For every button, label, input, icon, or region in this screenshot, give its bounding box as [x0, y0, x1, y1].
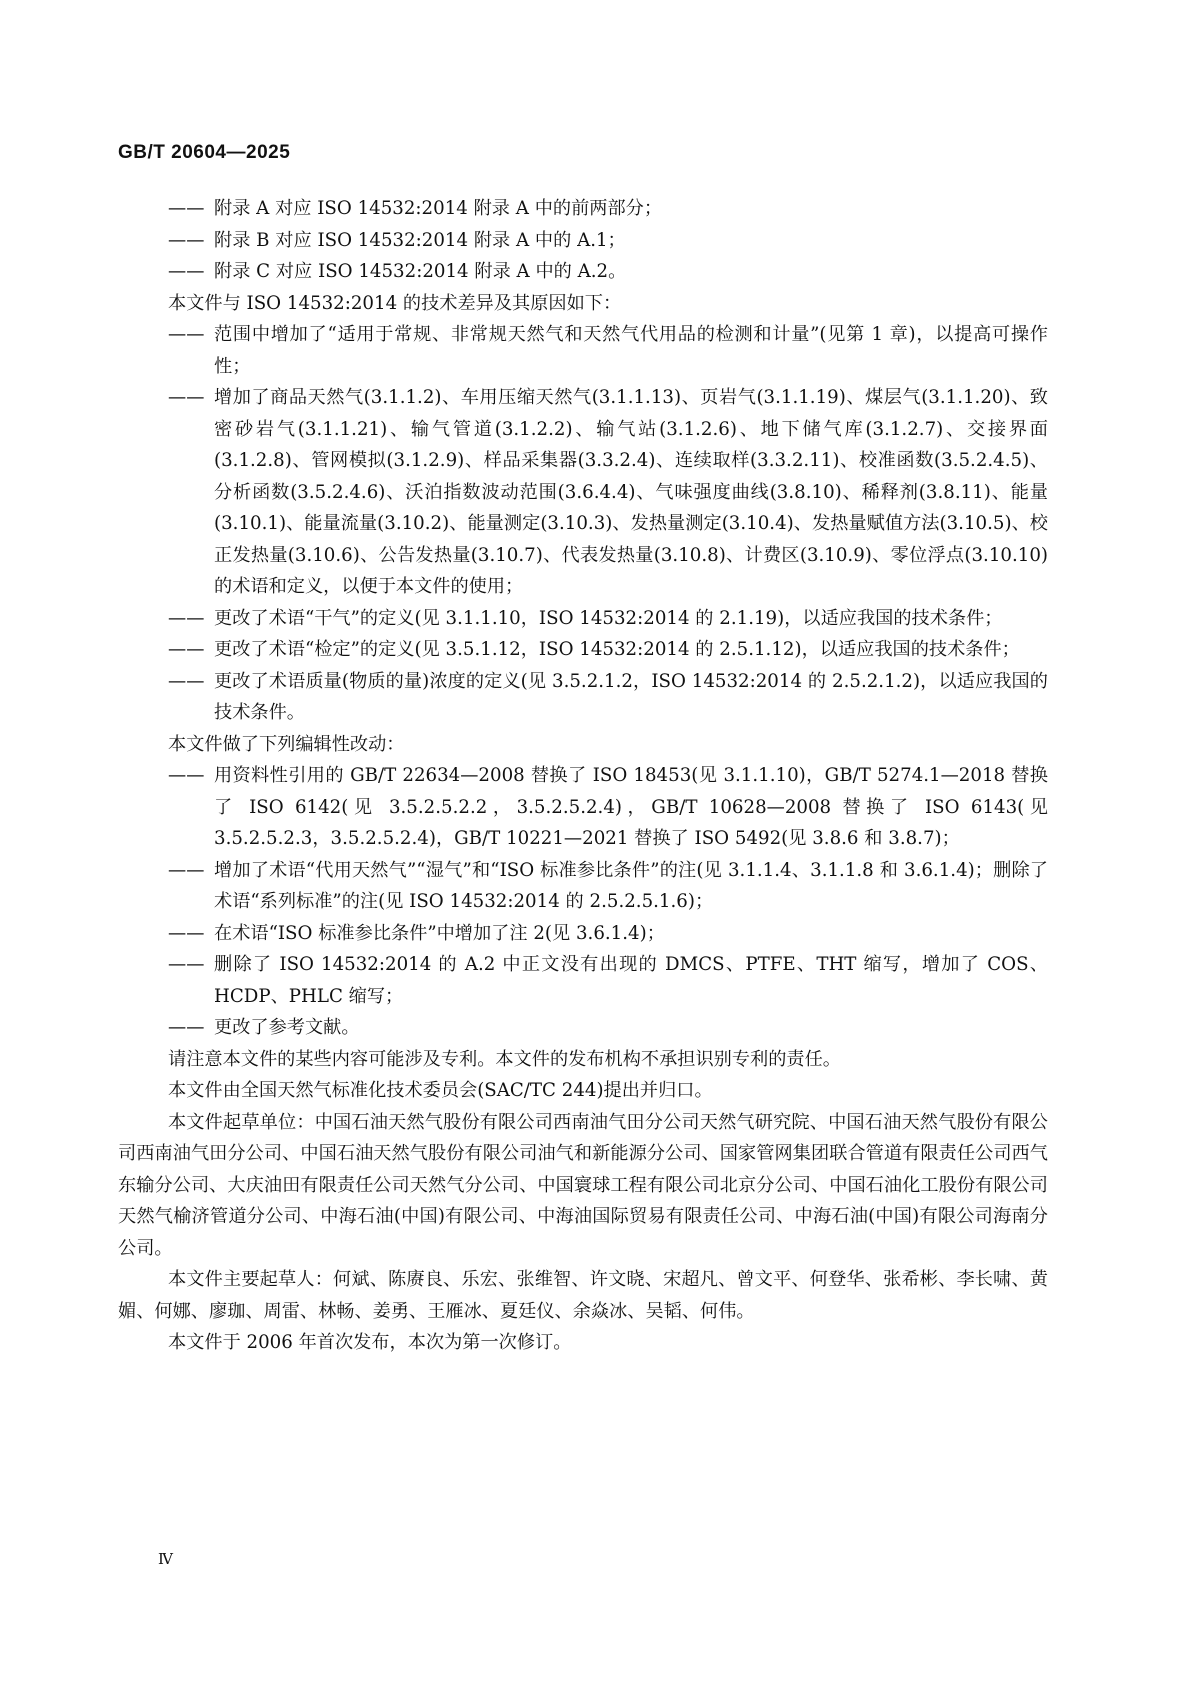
- publication-history: 本文件于 2006 年首次发布，本次为第一次修订。: [168, 1332, 572, 1353]
- list-item-tech-diff: [168, 603, 1048, 635]
- dash-marker: ——: [168, 261, 205, 282]
- dash-marker: ——: [168, 607, 205, 629]
- edit-intro: 本文件做了下列编辑性改动：: [168, 733, 405, 755]
- page-number: Ⅳ: [158, 1550, 173, 1568]
- tech-diff-intro: 本文件与 ISO 14532:2014 的技术差异及其原因如下：: [168, 292, 622, 314]
- list-item-tech-diff: [168, 666, 1048, 729]
- dash-marker: ——: [168, 229, 205, 251]
- list-item-text: 增加了商品天然气(3.1.1.2)、车用压缩天然气(3.1.1.13)、页岩气(3.1.1.19)、煤层气(3.1.1.20)、致密砂岩气(3.1.1.21)、输气管道(3.1.2.2)、输气站(3.1.2.6)、地下储气库(3.1.2.7)、交接界面(3.1.2.8)、管网模拟(3.1.2.9)、样品采集器(3.3.2.4)、连续取样(3.3.2.11)、校准函数(3.5.2.4.5)、分析函数(3.5.2.4.6)、沃泊指数波动范围(3.6.4.4)、气味强度曲线(3.8.10)、稀释剂(3.8.11)、能量(3.10.1)、能量流量(3.10.2)、能量测定(3.10.3)、发热量测定(3.10.4)、发热量赋值方法(3.10.5)、校正发热量(3.10.6)、公告发热量(3.10.7)、代表发热量(3.10.8)、计费区(3.10.9)、零位浮点(3.10.10)的术语和定义，以便于本文件的使用；: [214, 387, 1048, 597]
- list-item-annex-c: [168, 256, 1048, 288]
- list-item-edit: [168, 760, 1048, 855]
- list-item-text: 附录 C 对应 ISO 14532:2014 附录 A 中的 A.2。: [214, 261, 627, 282]
- list-item-edit: [168, 949, 1048, 1012]
- foreword-body: [118, 193, 1048, 1359]
- list-item-text: 在术语“ISO 标准参比条件”中增加了注 2(见 3.6.1.4)；: [214, 922, 665, 944]
- patent-notice: 请注意本文件的某些内容可能涉及专利。本文件的发布机构不承担识别专利的责任。: [168, 1048, 841, 1070]
- list-item-text: 删除了 ISO 14532:2014 的 A.2 中正文没有出现的 DMCS、PTFE、THT 缩写，增加了 COS、HCDP、PHLC 缩写；: [214, 954, 1048, 1007]
- list-item-tech-diff: [168, 382, 1048, 603]
- dash-marker: ——: [168, 954, 205, 975]
- list-item-text: 更改了术语“干气”的定义(见 3.1.1.10，ISO 14532:2014 的 2.1.19)，以适应我国的技术条件；: [214, 607, 1003, 629]
- proposer-statement: 本文件由全国天然气标准化技术委员会(SAC/TC 244)提出并归口。: [168, 1080, 713, 1101]
- dash-marker: ——: [168, 387, 205, 408]
- list-item-text: 更改了术语“检定”的定义(见 3.5.1.12，ISO 14532:2014 的 2.5.1.12)，以适应我国的技术条件；: [214, 639, 1020, 660]
- dash-marker: ——: [168, 670, 205, 692]
- list-item-annex-a: [168, 193, 1048, 225]
- standard-code: GB/T 20604—2025: [118, 142, 291, 163]
- list-item-tech-diff: [168, 319, 1048, 382]
- list-item-edit: [168, 918, 1048, 950]
- list-item-edit: [168, 855, 1048, 918]
- list-item-text: 附录 B 对应 ISO 14532:2014 附录 A 中的 A.1；: [214, 229, 626, 251]
- dash-marker: ——: [168, 859, 205, 881]
- dash-marker: ——: [168, 765, 205, 786]
- drafting-units: 本文件起草单位：中国石油天然气股份有限公司西南油气田分公司天然气研究院、中国石油天然气股份有限公司西南油气田分公司、中国石油天然气股份有限公司油气和新能源分公司、国家管网集团联合管道有限责任公司西气东输分公司、大庆油田有限责任公司天然气分公司、中国寰球工程有限公司北京分公司、中国石油化工股份有限公司天然气榆济管道分公司、中海石油(中国)有限公司、中海油国际贸易有限责任公司、中海石油(中国)有限公司海南分公司。: [118, 1111, 1048, 1259]
- list-item-edit: [168, 1012, 1048, 1044]
- list-item-text: 更改了参考文献。: [214, 1017, 360, 1038]
- dash-marker: ——: [168, 198, 205, 219]
- dash-marker: ——: [168, 922, 205, 944]
- dash-marker: ——: [168, 639, 205, 660]
- list-item-text: 附录 A 对应 ISO 14532:2014 附录 A 中的前两部分；: [214, 198, 663, 219]
- list-item-annex-b: [168, 225, 1048, 257]
- list-item-text: 用资料性引用的 GB/T 22634—2008 替换了 ISO 18453(见 3.1.1.10)，GB/T 5274.1—2018 替换了 ISO 6142(见 3.5.2.5.2.2，3.5.2.5.2.4)，GB/T 10628—2008 替换了 ISO 6143(见 3.5.2.5.2.3，3.5.2.5.2.4)，GB/T 10221—2021 替换了 ISO 5492(见 3.8.6 和 3.8.7)；: [214, 765, 1048, 849]
- dash-marker: ——: [168, 324, 205, 345]
- list-item-text: 范围中增加了“适用于常规、非常规天然气和天然气代用品的检测和计量”(见第 1 章)，以提高可操作性；: [214, 324, 1048, 377]
- list-item-text: 增加了术语“代用天然气”“湿气”和“ISO 标准参比条件”的注(见 3.1.1.4、3.1.1.8 和 3.6.1.4)；删除了术语“系列标准”的注(见 ISO 14532:2014 的 2.5.2.5.1.6)；: [214, 859, 1048, 912]
- main-drafters: 本文件主要起草人：何斌、陈赓良、乐宏、张维智、许文晓、宋超凡、曾文平、何登华、张希彬、李长啸、黄媚、何娜、廖珈、周雷、林畅、姜勇、王雁冰、夏廷仪、余焱冰、吴韬、何伟。: [118, 1269, 1048, 1322]
- dash-marker: ——: [168, 1017, 205, 1038]
- list-item-tech-diff: [168, 634, 1048, 666]
- list-item-text: 更改了术语质量(物质的量)浓度的定义(见 3.5.2.1.2，ISO 14532:2014 的 2.5.2.1.2)，以适应我国的技术条件。: [214, 670, 1048, 723]
